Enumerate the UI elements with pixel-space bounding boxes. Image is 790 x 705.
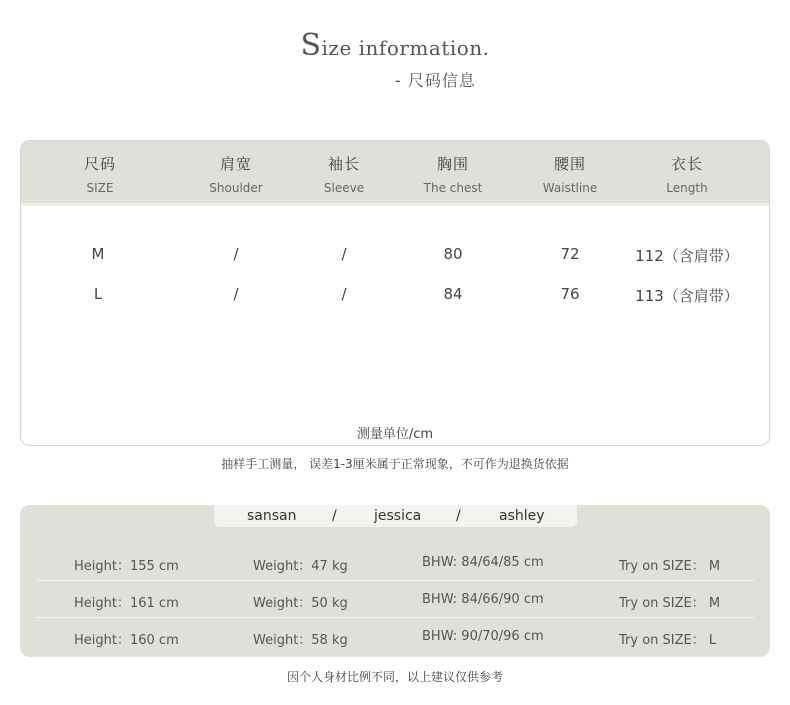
model-bhw: BHW: 84/66/90 cm: [422, 592, 544, 607]
cell-waist: 72: [560, 245, 580, 263]
page-title: [0, 28, 790, 63]
model-row: [36, 544, 754, 581]
title-initial: S: [300, 28, 322, 63]
page-subtitle: - 尺码信息: [395, 71, 476, 90]
header-en: Length: [666, 181, 708, 195]
cell-shoulder: /: [233, 285, 239, 303]
header-en: Shoulder: [209, 181, 263, 195]
header-waist: [510, 141, 630, 195]
header-en: Waistline: [542, 181, 598, 195]
header-en: The chest: [423, 181, 483, 195]
model-row: [36, 581, 754, 618]
size-table: [20, 140, 770, 446]
model-bhw: BHW: 90/70/96 cm: [422, 629, 544, 644]
cell-size: M: [91, 245, 105, 263]
title-rest: ize information.: [321, 36, 490, 60]
measurement-note: 抽样手工测量， 误差1-3厘米属于正常现象，不可作为退换货依据: [221, 457, 569, 471]
model-row: [36, 618, 754, 654]
header-zh: 袖长: [327, 155, 360, 173]
model-info-card: [20, 505, 770, 657]
header-length: [627, 141, 747, 195]
model-bhw: BHW: 84/64/85 cm: [422, 555, 544, 570]
header-en: Sleeve: [323, 181, 365, 195]
header-sleeve: [284, 141, 404, 195]
model-try-size: Try on SIZE： M: [619, 559, 721, 574]
cell-chest: 84: [443, 285, 463, 303]
cell-shoulder: /: [233, 245, 239, 263]
cell-chest: 80: [443, 245, 463, 263]
model-height: Height：161 cm: [74, 596, 179, 611]
size-table-header: [21, 141, 769, 206]
header-zh: 尺码: [83, 155, 116, 173]
header-zh: 胸围: [436, 155, 469, 173]
model-weight: Weight：50 kg: [253, 596, 348, 611]
cell-length: 113（含肩带）: [635, 287, 739, 305]
model-height: Height：155 cm: [74, 559, 179, 574]
header-en: SIZE: [86, 181, 114, 195]
header-chest: [393, 141, 513, 195]
header-zh: 衣长: [670, 155, 703, 173]
model-name: jessica: [374, 508, 422, 524]
model-name: sansan: [247, 508, 297, 524]
name-separator: /: [456, 508, 461, 524]
header-zh: 腰围: [553, 155, 586, 173]
header-shoulder: [176, 141, 296, 195]
model-try-size: Try on SIZE： L: [619, 633, 717, 648]
model-weight: Weight：47 kg: [253, 559, 348, 574]
model-height: Height：160 cm: [74, 633, 179, 648]
cell-sleeve: /: [341, 285, 347, 303]
cell-sleeve: /: [341, 245, 347, 263]
cell-waist: 76: [560, 285, 580, 303]
measure-unit: 测量单位/cm: [356, 427, 434, 442]
model-weight: Weight：58 kg: [253, 633, 348, 648]
header-size: [40, 141, 160, 195]
model-try-size: Try on SIZE： M: [619, 596, 721, 611]
model-names-tab: [214, 505, 577, 527]
model-name: ashley: [499, 508, 545, 524]
header-zh: 肩宽: [219, 155, 252, 173]
name-separator: /: [332, 508, 337, 524]
cell-length: 112（含肩带）: [635, 247, 739, 265]
fit-disclaimer: 因个人身材比例不同，以上建议仅供参考: [286, 670, 503, 684]
cell-size: L: [93, 285, 103, 303]
